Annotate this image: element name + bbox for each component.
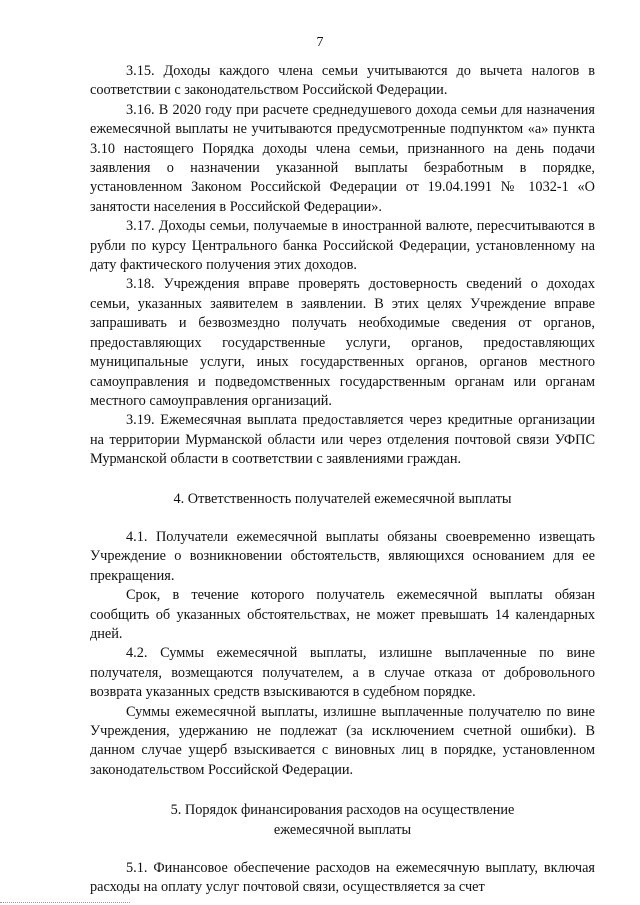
paragraph-4-2: 4.2. Суммы ежемесячной выплаты, излишне выплаченные по вине получателя, возмещаются получателем, а в случае отказа от добровольного возврата указанных средств взыскиваются в судебном порядке. [90,645,595,701]
paragraph-3-19: 3.19. Ежемесячная выплата предоставляется через кредитные организации на территории Мурманской области или через отделения почтовой связи УФПС Мурманской области в соответствии с заявлениями граждан. [90,412,595,468]
section-4-heading: 4. Ответственность получателей ежемесячной выплаты [173,490,512,507]
paragraph-3-17: 3.17. Доходы семьи, получаемые в иностранной валюте, пересчитываются в рубли по курсу Центрального банка Российской Федерации, установленному на дату фактического получения этих доходов. [90,218,595,274]
paragraph-3-16: 3.16. В 2020 году при расчете среднедушевого дохода семьи для назначения ежемесячной выплаты не учитываются предусмотренные подпунктом «а» пункта 3.10 настоящего Порядка доходы члена семьи, признанного на день подачи заявления о назначении указанной выплаты безработным в порядке, установленном Законом Российской Федерации от 19.04.1991 № 1032-1 «О занятости населения в Российской Федерации». [90,101,595,215]
section-5-heading [90,801,595,840]
paragraph-3-15: 3.15. Доходы каждого члена семьи учитываются до вычета налогов в соответствии с законодательством Российской Федерации. [90,63,595,99]
paragraph-5-1: 5.1. Финансовое обеспечение расходов на ежемесячную выплату, включая расходы на оплату услуг почтовой связи, осуществляется за счет [90,860,595,896]
section-5-heading-line1: 5. Порядок финансирования расходов на осуществление [170,802,515,819]
paragraph-4-2-institution: Суммы ежемесячной выплаты, излишне выплаченные получателю по вине Учреждения, удержанию не подлежат (за исключением счетной ошибки). В данном случае ущерб взыскивается с виновных лиц в порядке, установленном законодательством Российской Федерации. [90,703,595,778]
paragraph-4-1: 4.1. Получатели ежемесячной выплаты обязаны своевременно извещать Учреждение о возникновении обстоятельств, являющихся основанием для ее прекращения. [90,528,595,584]
paragraph-4-1-term: Срок, в течение которого получатель ежемесячной выплаты обязан сообщить об указанных обстоятельствах, не может превышать 14 календарных дней. [90,587,595,642]
page-number: 7 [316,35,324,50]
paragraph-3-18: 3.18. Учреждения вправе проверять достоверность сведений о доходах семьи, указанных заявителем в заявлении. В этих целях Учреждение вправе запрашивать и безвозмездно получать необходимые сведения от органов, предоставляющих государственные услуги, органов, предоставляющих муниципальные услуги, иных государственных органов, органов местного самоуправления и подведомственных государственным органам или органам местного самоуправления организаций. [90,276,595,409]
document-body [90,62,595,898]
section-5-heading-line2: ежемесячной выплаты [273,821,412,838]
